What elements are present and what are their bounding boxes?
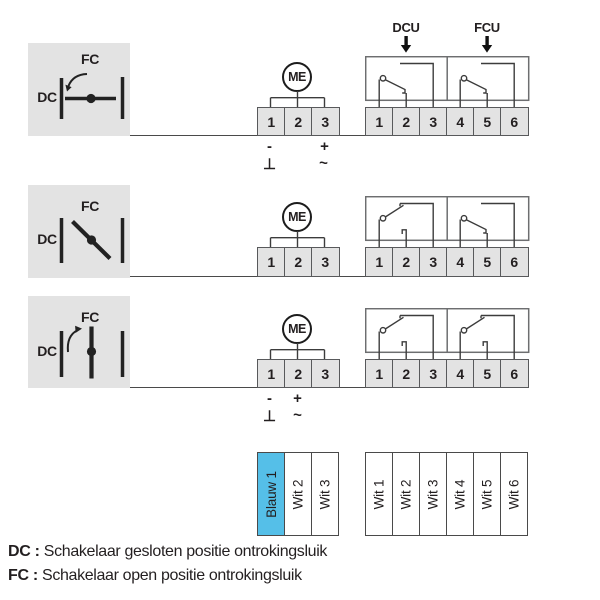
- terminal-cell: 6: [500, 247, 529, 277]
- terminal-cell: 5: [473, 359, 502, 388]
- ac-symbol: ~: [293, 407, 302, 424]
- terminal-cell: 3: [311, 247, 340, 277]
- terminal-cell: 2: [284, 107, 313, 136]
- row1-dc-label: DC: [37, 89, 57, 105]
- wire-label-blauw-1: Blauw 1: [257, 452, 286, 536]
- terminal-cell: 5: [473, 247, 502, 277]
- row2-switch-state-box: [28, 185, 130, 278]
- row1-motor-circle: [282, 62, 312, 92]
- wire-label-wit-2: Wit 2: [392, 452, 421, 536]
- terminal-cell: 1: [257, 247, 286, 277]
- dcu-label: DCU: [392, 20, 420, 35]
- dcu-arrow-icon: [400, 36, 412, 53]
- plus-symbol: +: [320, 138, 329, 155]
- row1-switch-state-box: [28, 43, 130, 136]
- terminal-cell: 3: [419, 107, 448, 136]
- ground-symbol: ⊥: [262, 408, 277, 425]
- terminal-cell: 3: [311, 359, 340, 388]
- wire-label-wit-6: Wit 6: [500, 452, 529, 536]
- terminal-cell: 2: [284, 359, 313, 388]
- terminal-cell: 1: [257, 107, 286, 136]
- fcu-label: FCU: [474, 20, 500, 35]
- row2-motor-terminal-block: [257, 247, 340, 277]
- row3-motor-wires: [257, 343, 341, 359]
- plus-symbol: +: [293, 390, 302, 407]
- row3-fc-label: FC: [80, 309, 100, 325]
- motor-wire-label-block: [257, 452, 339, 536]
- terminal-cell: 6: [500, 359, 529, 388]
- wire-label-wit-3: Wit 3: [419, 452, 448, 536]
- row3-relay-terminal-block: [365, 359, 529, 388]
- wire-label-wit-3: Wit 3: [311, 452, 340, 536]
- row3-motor-terminal-block: [257, 359, 340, 388]
- wire-label-wit-1: Wit 1: [365, 452, 394, 536]
- legend-dc-label: DC :: [8, 543, 40, 560]
- terminal-cell: 5: [473, 107, 502, 136]
- row2-dc-label: DC: [37, 231, 57, 247]
- terminal-cell: 1: [365, 107, 394, 136]
- wire-label-wit-4: Wit 4: [446, 452, 475, 536]
- legend-line-dc: [8, 543, 327, 561]
- row1-relay-contact-box: [365, 56, 530, 107]
- row1-motor-terminal-block: [257, 107, 340, 136]
- row1-motor-label: ME: [288, 70, 306, 84]
- row3-motor-label: ME: [288, 322, 306, 336]
- minus-symbol: -: [267, 138, 272, 155]
- terminal-cell: 2: [284, 247, 313, 277]
- wire-label-wit-5: Wit 5: [473, 452, 502, 536]
- legend-fc-label: FC :: [8, 567, 38, 584]
- terminal-cell: 3: [311, 107, 340, 136]
- row3-relay-contact-box: [365, 308, 530, 359]
- row3-dc-label: DC: [37, 343, 57, 359]
- row2-motor-label: ME: [288, 210, 306, 224]
- terminal-cell: 1: [365, 359, 394, 388]
- legend-dc-text: Schakelaar gesloten positie ontrokingsluik: [43, 543, 328, 560]
- terminal-cell: 2: [392, 359, 421, 388]
- row3-motor-circle: [282, 314, 312, 344]
- minus-symbol: -: [267, 390, 272, 407]
- terminal-cell: 2: [392, 107, 421, 136]
- ac-symbol: ~: [319, 155, 328, 172]
- terminal-cell: 1: [365, 247, 394, 277]
- ground-symbol: ⊥: [262, 156, 277, 173]
- terminal-cell: 3: [419, 359, 448, 388]
- terminal-cell: 2: [392, 247, 421, 277]
- row3-switch-state-box: [28, 296, 130, 388]
- row2-motor-circle: [282, 202, 312, 232]
- fcu-arrow-icon: [481, 36, 493, 53]
- row2-relay-contact-box: [365, 196, 530, 247]
- row1-relay-terminal-block: [365, 107, 529, 136]
- row2-motor-wires: [257, 231, 341, 247]
- row1-fc-label: FC: [80, 51, 100, 67]
- wire-label-wit-2: Wit 2: [284, 452, 313, 536]
- terminal-cell: 4: [446, 107, 475, 136]
- terminal-cell: 3: [419, 247, 448, 277]
- relay-wire-label-block: [365, 452, 528, 536]
- row2-fc-label: FC: [80, 198, 100, 214]
- legend-fc-text: Schakelaar open positie ontrokingsluik: [42, 567, 302, 584]
- row1-motor-wires: [257, 91, 341, 107]
- row2-relay-terminal-block: [365, 247, 529, 277]
- terminal-cell: 4: [446, 359, 475, 388]
- terminal-cell: 1: [257, 359, 286, 388]
- legend-line-fc: [8, 567, 302, 585]
- terminal-cell: 4: [446, 247, 475, 277]
- terminal-cell: 6: [500, 107, 529, 136]
